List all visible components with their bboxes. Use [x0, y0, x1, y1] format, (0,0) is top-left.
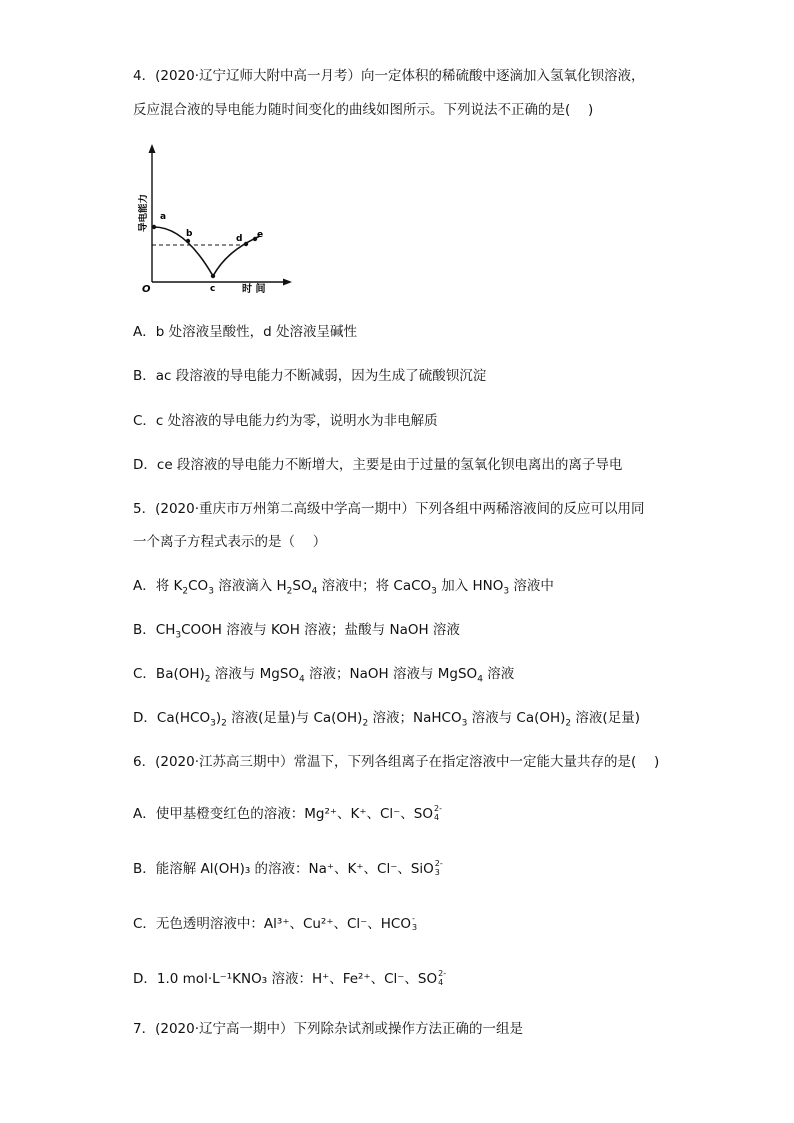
text: 溶液(足量)与 Ca(OH) — [226, 710, 363, 726]
label-e: e — [257, 230, 264, 240]
text: A．使甲基橙变红色的溶液：Mg²⁺、K⁺、Cl⁻、 — [133, 806, 414, 822]
ion-base: SO — [413, 806, 433, 822]
q5-option-b[interactable] — [133, 620, 460, 640]
text: A．将 K — [133, 578, 183, 594]
subscript: 2 — [182, 586, 189, 597]
text: 溶液中；将 CaCO — [317, 578, 432, 594]
text: 溶液(足量) — [571, 710, 640, 726]
text: 加入 HNO — [436, 578, 504, 594]
text: B．CH — [133, 622, 176, 638]
y-axis-label: 导电能力 — [138, 193, 149, 232]
subscript: 2 — [362, 718, 369, 729]
q5-option-c[interactable] — [133, 664, 514, 684]
ion-subscript: 4 — [438, 978, 444, 987]
subscript: 4 — [299, 674, 305, 685]
ion-formula — [381, 916, 417, 932]
text: ) — [215, 710, 222, 726]
ion-subscript: 4 — [433, 813, 440, 822]
label-d: d — [236, 234, 243, 244]
subscript: 3 — [175, 630, 182, 641]
text: D．Ca(HCO — [133, 710, 211, 726]
q6-stem: 6．(2020·江苏高三期中）常温下，下列各组离子在指定溶液中一定能大量共存的是( ) — [133, 754, 660, 770]
subscript: 4 — [311, 586, 318, 597]
subscript: 3 — [208, 586, 214, 597]
q5-stem-line1: 5．(2020·重庆市万州第二高级中学高一期中）下列各组中两稀溶液间的反应可以用同 — [133, 501, 645, 517]
ion-subscript: 3 — [412, 923, 418, 932]
subscript: 2 — [221, 718, 227, 729]
q5-option-d[interactable] — [133, 708, 640, 728]
label-b: b — [186, 229, 193, 239]
subscript: 2 — [565, 718, 572, 729]
ion-charge: - — [412, 914, 415, 923]
q6-option-d[interactable] — [133, 969, 446, 989]
ion-subscript: 3 — [434, 868, 440, 877]
x-axis-label: 时 间 — [242, 284, 266, 295]
ion-formula — [414, 806, 442, 822]
q6-option-a[interactable] — [133, 804, 442, 824]
ion-charge: 2- — [434, 859, 443, 868]
q4-stem-line1: 4．(2020·辽宁辽师大附中高一月考）向一定体积的稀硫酸中逐滴加入氢氧化钡溶液， — [133, 68, 645, 84]
q6-option-b[interactable] — [133, 859, 443, 879]
ion-charge: 2- — [438, 969, 447, 978]
text: 溶液；NaHCO — [368, 710, 462, 726]
ion-base: HCO — [380, 916, 411, 932]
subscript: 3 — [503, 586, 510, 597]
ion-base: SiO — [410, 861, 434, 877]
label-a: a — [160, 212, 167, 222]
q5-option-a[interactable] — [133, 576, 554, 596]
text: C．无色透明溶液中：Al³⁺、Cu²⁺、Cl⁻、 — [133, 916, 381, 932]
ion-formula — [411, 861, 443, 877]
subscript: 2 — [286, 586, 293, 597]
x-axis-arrow — [283, 279, 292, 286]
subscript: 4 — [477, 674, 483, 685]
conductivity-curve — [154, 227, 260, 276]
text: 溶液与 MgSO — [210, 666, 300, 682]
text: COOH 溶液与 KOH 溶液；盐酸与 NaOH 溶液 — [181, 622, 460, 638]
point-b — [186, 239, 190, 243]
conductivity-graph — [138, 140, 298, 300]
subscript: 3 — [431, 586, 437, 597]
text: SO — [292, 578, 312, 594]
q4-stem-line2: 反应混合液的导电能力随时间变化的曲线如图所示。下列说法不正确的是( ) — [133, 102, 594, 118]
q7-stem: 7．(2020·辽宁高一期中）下列除杂试剂或操作方法正确的一组是 — [133, 1021, 524, 1037]
text: C．Ba(OH) — [133, 666, 205, 682]
ion-charge: 2- — [433, 804, 442, 813]
text: CO — [188, 578, 209, 594]
text: 溶液与 Ca(OH) — [467, 710, 566, 726]
label-c: c — [210, 284, 216, 294]
ion-base: SO — [417, 971, 438, 987]
point-c — [211, 274, 215, 278]
point-d — [244, 242, 248, 246]
text: 溶液；NaOH 溶液与 MgSO — [304, 666, 478, 682]
q5-stem-line2: 一个离子方程式表示的是（ ） — [133, 534, 327, 550]
text: 溶液 — [482, 666, 515, 682]
point-a — [152, 225, 156, 229]
ion-formula — [418, 971, 446, 987]
y-axis-arrow — [149, 144, 156, 153]
q4-option-d[interactable]: D．ce 段溶液的导电能力不断增大，主要是由于过量的氢氧化钡电离出的离子导电 — [133, 457, 623, 473]
subscript: 2 — [204, 674, 211, 685]
q4-option-c[interactable]: C．c 处溶液的导电能力约为零，说明水为非电解质 — [133, 413, 438, 429]
text: B．能溶解 Al(OH)₃ 的溶液：Na⁺、K⁺、Cl⁻、 — [133, 861, 411, 877]
q6-option-c[interactable] — [133, 914, 417, 934]
q4-option-b[interactable]: B．ac 段溶液的导电能力不断减弱，因为生成了硫酸钡沉淀 — [133, 368, 487, 384]
q4-option-a[interactable]: A．b 处溶液呈酸性，d 处溶液呈碱性 — [133, 324, 357, 340]
subscript: 3 — [461, 718, 468, 729]
text: 溶液滴入 H — [213, 578, 287, 594]
text: D．1.0 mol·L⁻¹KNO₃ 溶液：H⁺、Fe²⁺、Cl⁻、 — [133, 971, 418, 987]
origin-label: O — [142, 284, 151, 295]
text: 溶液中 — [509, 578, 554, 594]
subscript: 3 — [210, 718, 216, 729]
